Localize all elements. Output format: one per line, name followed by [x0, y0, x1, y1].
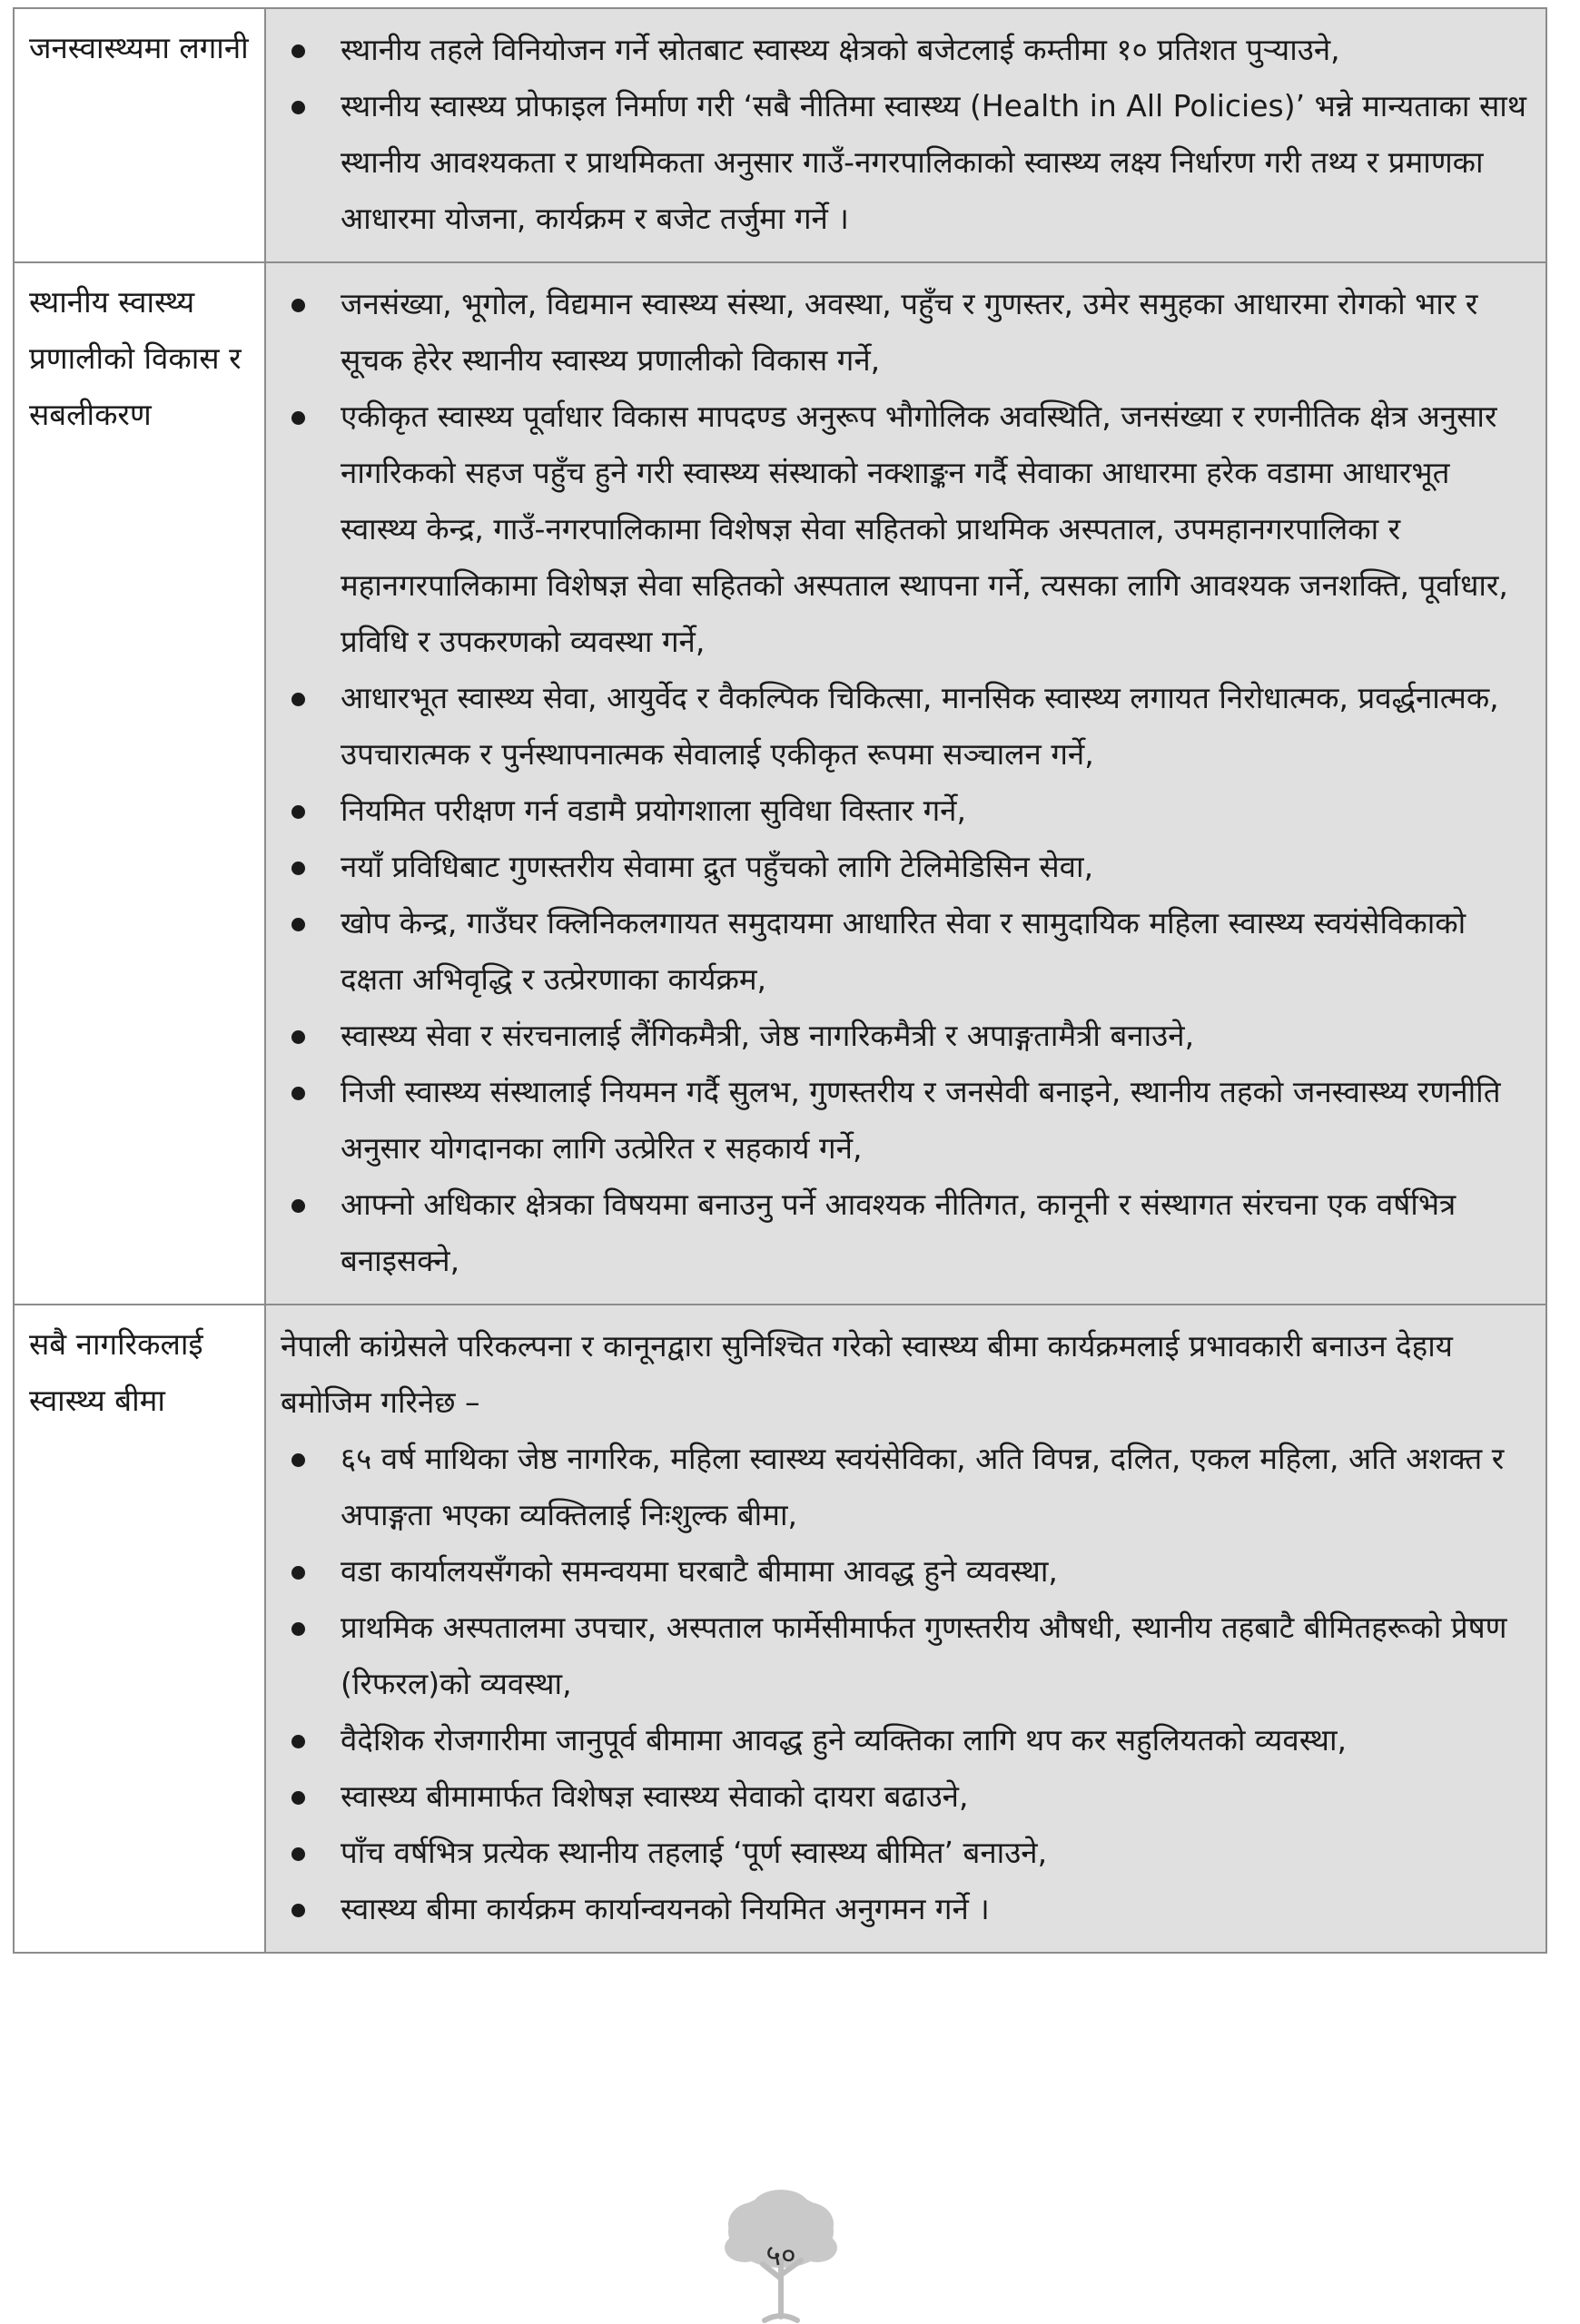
bullet-text: नयाँ प्रविधिबाट गुणस्तरीय सेवामा द्रुत पहुँचको लागि टेलिमेडिसिन सेवा, — [341, 849, 1094, 884]
table-row — [14, 8, 1546, 262]
bullet-text: आधारभूत स्वास्थ्य सेवा, आयुर्वेद र वैकल्पिक चिकित्सा, मानसिक स्वास्थ्य लगायत निरोधात्मक, प्रवर्द्धनात्मक, उपचारात्मक र पुर्नस्थापनात्मक सेवालाई एकीकृत रूपमा सञ्चालन गर्ने, — [341, 680, 1499, 772]
bullet-item — [281, 783, 1531, 839]
row-heading-cell — [14, 8, 265, 262]
bullet-item — [281, 22, 1531, 78]
bullet-item — [281, 895, 1531, 1008]
row-heading-cell — [14, 1305, 265, 1953]
bullet-text: ६५ वर्ष माथिका जेष्ठ नागरिक, महिला स्वास्थ्य स्वयंसेविका, अति विपन्न, दलित, एकल महिला, अति अशक्त र अपाङ्गता भएका व्यक्तिलाई निःशुल्क बीमा, — [341, 1441, 1505, 1532]
row-content — [266, 1305, 1545, 1952]
bullet-item — [281, 839, 1531, 895]
bullet-item — [281, 1431, 1531, 1543]
bullet-list — [281, 1431, 1531, 1937]
row-heading: स्थानीय स्वास्थ्य प्रणालीको विकास र सबलीकरण — [29, 284, 242, 432]
bullet-text: निजी स्वास्थ्य संस्थालाई नियमन गर्दै सुलभ, गुणस्तरीय र जनसेवी बनाइने, स्थानीय तहको जनस्वास्थ्य रणनीति अनुसार योगदानका लागि उत्प्रेरित र सहकार्य गर्ने, — [341, 1074, 1501, 1166]
bullet-text: स्वास्थ्य बीमा कार्यक्रम कार्यान्वयनको नियमित अनुगमन गर्ने । — [341, 1891, 990, 1926]
bullet-item — [281, 1768, 1531, 1825]
bullet-item — [281, 1177, 1531, 1289]
bullet-item — [281, 78, 1531, 247]
bullet-item — [281, 276, 1531, 389]
bullet-dot-icon — [291, 411, 305, 425]
bullet-dot-icon — [291, 805, 305, 819]
policy-table — [13, 7, 1547, 1954]
bullet-dot-icon — [291, 1087, 305, 1100]
page-footer — [717, 2188, 844, 2324]
bullet-item — [281, 1543, 1531, 1600]
bullet-dot-icon — [291, 299, 305, 312]
bullet-text: स्वास्थ्य सेवा र संरचनालाई लैंगिकमैत्री, जेष्ठ नागरिकमैत्री र अपाङ्गतामैत्री बनाउने, — [341, 1018, 1195, 1053]
bullet-text: नियमित परीक्षण गर्न वडामै प्रयोगशाला सुविधा विस्तार गर्ने, — [341, 793, 966, 828]
bullet-text: पाँच वर्षभित्र प्रत्येक स्थानीय तहलाई ‘पूर्ण स्वास्थ्य बीमित’ बनाउने, — [341, 1835, 1048, 1870]
row-heading-cell — [14, 262, 265, 1305]
row-content-cell — [265, 8, 1546, 262]
bullet-text: एकीकृत स्वास्थ्य पूर्वाधार विकास मापदण्ड अनुरूप भौगोलिक अवस्थिति, जनसंख्या र रणनीतिक क्षेत्र अनुसार नागरिकको सहज पहुँच हुने गरी स्वास्थ्य संस्थाको नक्शाङ्कन गर्दै सेवाका आधारमा हरेक वडामा आधारभूत स्वास्थ्य केन्द्र, गाउँ-नगरपालिकामा विशेषज्ञ सेवा सहितको प्राथमिक अस्पताल, उपमहानगरपालिका र महानगरपालिकामा विशेषज्ञ सेवा सहितको अस्पताल स्थापना गर्ने, त्यसका लागि आवश्यक जनशक्ति, पूर्वाधार, प्रविधि र उपकरणको व्यवस्था गर्ने, — [341, 399, 1508, 659]
row-content-cell — [265, 262, 1546, 1305]
bullet-text: स्थानीय स्वास्थ्य प्रोफाइल निर्माण गरी ‘सबै नीतिमा स्वास्थ्य (Health in All Policies)’ भन्ने मान्यताका साथ स्थानीय आवश्यकता र प्राथमिकता अनुसार गाउँ-नगरपालिकाको स्वास्थ्य लक्ष्य निर्धारण गरी तथ्य र प्रमाणका आधारमा योजना, कार्यक्रम र बजेट तर्जुमा गर्ने । — [341, 88, 1526, 236]
table-row — [14, 1305, 1546, 1953]
bullet-dot-icon — [291, 693, 305, 706]
bullet-dot-icon — [291, 1904, 305, 1917]
bullet-list — [281, 22, 1531, 247]
bullet-dot-icon — [291, 1791, 305, 1805]
bullet-text: जनसंख्या, भूगोल, विद्यमान स्वास्थ्य संस्था, अवस्था, पहुँच र गुणस्तर, उमेर समुहका आधारमा रोगको भार र सूचक हेरेर स्थानीय स्वास्थ्य प्रणालीको विकास गर्ने, — [341, 286, 1478, 378]
bullet-item — [281, 389, 1531, 670]
bullet-item — [281, 1825, 1531, 1881]
bullet-item — [281, 1712, 1531, 1768]
bullet-dot-icon — [291, 1735, 305, 1748]
bullet-dot-icon — [291, 1622, 305, 1636]
bullet-list — [281, 276, 1531, 1289]
bullet-dot-icon — [291, 101, 305, 114]
bullet-dot-icon — [291, 862, 305, 875]
bullet-item — [281, 670, 1531, 783]
bullet-item — [281, 1008, 1531, 1064]
bullet-dot-icon — [291, 1566, 305, 1580]
bullet-text: आफ्नो अधिकार क्षेत्रका विषयमा बनाउनु पर्ने आवश्यक नीतिगत, कानूनी र संस्थागत संरचना एक वर्षभित्र बनाइसक्ने, — [341, 1187, 1457, 1278]
row-heading: सबै नागरिकलाई स्वास्थ्य बीमा — [29, 1326, 203, 1418]
bullet-text: प्राथमिक अस्पतालमा उपचार, अस्पताल फार्मेसीमार्फत गुणस्तरीय औषधी, स्थानीय तहबाटै बीमितहरूको प्रेषण (रिफरल)को व्यवस्था, — [341, 1610, 1507, 1701]
bullet-item — [281, 1600, 1531, 1712]
bullet-text: वैदेशिक रोजगारीमा जानुपूर्व बीमामा आवद्ध हुने व्यक्तिका लागि थप कर सहुलियतको व्यवस्था, — [341, 1722, 1347, 1758]
bullet-dot-icon — [291, 1453, 305, 1467]
bullet-dot-icon — [291, 1199, 305, 1213]
row-content — [266, 9, 1545, 261]
row-content — [266, 263, 1545, 1304]
bullet-dot-icon — [291, 44, 305, 58]
bullet-item — [281, 1064, 1531, 1177]
row-heading: जनस्वास्थ्यमा लगानी — [29, 30, 249, 65]
bullet-item — [281, 1881, 1531, 1937]
intro-paragraph: नेपाली कांग्रेसले परिकल्पना र कानूनद्वारा सुनिश्चित गरेको स्वास्थ्य बीमा कार्यक्रमलाई प्रभावकारी बनाउन देहाय बमोजिम गरिनेछ – — [281, 1328, 1453, 1420]
table-row — [14, 262, 1546, 1305]
page-number: ५० — [765, 2238, 796, 2272]
bullet-dot-icon — [291, 1030, 305, 1044]
bullet-text: वडा कार्यालयसँगको समन्वयमा घरबाटै बीमामा आवद्ध हुने व्यवस्था, — [341, 1553, 1058, 1589]
bullet-text: खोप केन्द्र, गाउँघर क्लिनिकलगायत समुदायमा आधारित सेवा र सामुदायिक महिला स्वास्थ्य स्वयंसेविकाको दक्षता अभिवृद्धि र उत्प्रेरणाका कार्यक्रम, — [341, 905, 1466, 997]
bullet-text: स्वास्थ्य बीमामार्फत विशेषज्ञ स्वास्थ्य सेवाको दायरा बढाउने, — [341, 1778, 969, 1814]
bullet-text: स्थानीय तहले विनियोजन गर्ने स्रोतबाट स्वास्थ्य क्षेत्रको बजेटलाई कम्तीमा १० प्रतिशत पुऱ्याउने, — [341, 32, 1340, 67]
row-content-cell — [265, 1305, 1546, 1953]
bullet-dot-icon — [291, 1847, 305, 1861]
bullet-dot-icon — [291, 918, 305, 931]
